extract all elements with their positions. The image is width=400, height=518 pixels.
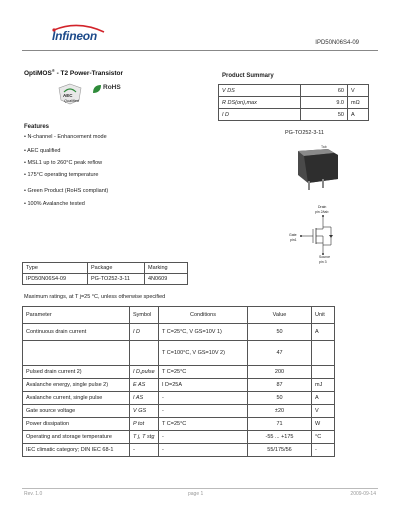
symbol-cell: I AS — [130, 392, 159, 405]
marking-cell: 4N0609 — [145, 274, 188, 285]
conditions-cell: T C=100°C, V GS=10V 2) — [159, 341, 248, 366]
value-cell: ±20 — [248, 405, 312, 418]
conditions-cell: I D=25A — [159, 379, 248, 392]
source-label: Source — [319, 255, 331, 259]
param-cell: IEC climatic category; DIN IEC 68-1 — [23, 444, 130, 457]
value-header: Value — [248, 307, 312, 324]
symbol-cell: V GS — [130, 405, 159, 418]
qualified-label: Qualified — [64, 99, 79, 103]
unit-header: Unit — [312, 307, 335, 324]
conditions-cell: T C=25°C — [159, 418, 248, 431]
logo-text: Infineon — [52, 29, 98, 43]
table-row — [23, 431, 335, 444]
title-reg: ® — [51, 68, 55, 73]
summary-row — [219, 97, 369, 109]
source-pin-label: pin 3 — [319, 260, 327, 264]
type-cell: IPD50N06S4-09 — [23, 274, 88, 285]
footer-date: 2009-09-14 — [350, 491, 376, 497]
feature-item: • AEC qualified — [24, 148, 61, 154]
table-row — [23, 324, 335, 341]
table-row — [23, 405, 335, 418]
footer-page: page 1 — [188, 491, 204, 497]
unit-cell — [312, 366, 335, 379]
symbol-cell: I D,pulse — [130, 366, 159, 379]
summary-row — [219, 109, 369, 121]
symbol-cell: I D — [130, 324, 159, 341]
feature-item: • Green Product (RoHS compliant) — [24, 188, 109, 194]
conditions-header: Conditions — [159, 307, 248, 324]
unit-cell: - — [312, 444, 335, 457]
value-cell: 50 — [248, 324, 312, 341]
product-summary-title: Product Summary — [222, 73, 274, 79]
symbol-cell: - — [130, 444, 159, 457]
param-cell: Avalanche energy, single pulse 2) — [23, 379, 130, 392]
value-cell: 200 — [248, 366, 312, 379]
drain-pin-label: pin 2/tab — [315, 210, 329, 214]
conditions-cell: - — [159, 431, 248, 444]
unit-cell: °C — [312, 431, 335, 444]
value-cell: 47 — [248, 341, 312, 366]
table-row — [23, 444, 335, 457]
to252-package-icon — [288, 145, 343, 193]
param-cell: Power dissipation — [23, 418, 130, 431]
mosfet-schematic — [285, 205, 365, 267]
table-row — [23, 379, 335, 392]
package-image — [288, 145, 343, 193]
features-title: Features — [24, 124, 50, 130]
conditions-cell: - — [159, 405, 248, 418]
value-cell: 71 — [248, 418, 312, 431]
unit-cell: A — [312, 324, 335, 341]
package-cell: PG-TO252-3-11 — [88, 274, 145, 285]
table-row — [23, 366, 335, 379]
summary-row — [219, 85, 369, 97]
conditions-cell: - — [159, 444, 248, 457]
param-cell: Avalanche current, single pulse — [23, 392, 130, 405]
param-cell: Operating and storage temperature — [23, 431, 130, 444]
tab-label: Tab — [321, 145, 327, 149]
value-cell: -55 ... +175 — [248, 431, 312, 444]
summary-value: 9.0 — [301, 97, 348, 109]
feature-item: • N-channel - Enhancement mode — [24, 134, 107, 140]
conditions-cell: T C=25°C — [159, 366, 248, 379]
drain-label: Drain — [318, 205, 327, 209]
symbol-cell — [130, 341, 159, 366]
param-cell: Gate source voltage — [23, 405, 130, 418]
summary-unit: mΩ — [348, 97, 369, 109]
max-ratings-table — [22, 306, 335, 457]
mosfet-symbol-icon — [285, 205, 365, 267]
rohs-label: RoHS — [103, 84, 121, 91]
type-header: Type — [23, 263, 88, 274]
feature-item: • MSL1 up to 260°C peak reflow — [24, 160, 103, 166]
summary-symbol: I D — [219, 109, 301, 121]
param-header: Parameter — [23, 307, 130, 324]
leaf-icon — [91, 83, 103, 95]
max-ratings-title: Maximum ratings, at T j=25 °C, unless otherwise specified — [24, 294, 166, 300]
gate-pin-label: pin1 — [290, 238, 297, 242]
package-header: Package — [88, 263, 145, 274]
product-summary-table — [218, 84, 369, 121]
symbol-cell: T j, T stg — [130, 431, 159, 444]
type-table — [22, 262, 188, 285]
unit-cell — [312, 341, 335, 366]
param-cell: Continuous drain current — [23, 324, 130, 341]
footer-rule — [22, 488, 378, 489]
summary-symbol: R DS(on),max — [219, 97, 301, 109]
summary-value: 60 — [301, 85, 348, 97]
summary-unit: A — [348, 109, 369, 121]
table-row — [23, 341, 335, 366]
page-title — [24, 68, 123, 77]
table-row — [23, 392, 335, 405]
unit-cell: W — [312, 418, 335, 431]
value-cell: 55/175/56 — [248, 444, 312, 457]
title-brand: OptiMOS — [24, 70, 52, 78]
feature-item: • 175°C operating temperature — [24, 172, 99, 178]
type-table-row — [23, 274, 188, 285]
value-cell: 87 — [248, 379, 312, 392]
value-cell: 50 — [248, 392, 312, 405]
table-row — [23, 418, 335, 431]
conditions-cell: - — [159, 392, 248, 405]
infineon-logo — [48, 28, 110, 44]
summary-value: 50 — [301, 109, 348, 121]
param-cell — [23, 341, 130, 366]
package-label: PG-TO252-3-11 — [285, 130, 324, 136]
aec-label: AEC — [63, 93, 73, 98]
marking-header: Marking — [145, 263, 188, 274]
unit-cell: V — [312, 405, 335, 418]
symbol-cell: E AS — [130, 379, 159, 392]
symbol-cell: P tot — [130, 418, 159, 431]
summary-symbol: V DS — [219, 85, 301, 97]
certification-badges — [55, 82, 145, 106]
header-rule — [22, 50, 378, 51]
gate-label: Gate — [289, 233, 297, 237]
summary-unit: V — [348, 85, 369, 97]
feature-item: • 100% Avalanche tested — [24, 201, 85, 207]
symbol-header: Symbol — [130, 307, 159, 324]
unit-cell: mJ — [312, 379, 335, 392]
title-rest: - T2 Power-Transistor — [54, 70, 124, 78]
type-table-header — [23, 263, 188, 274]
part-number: IPD50N06S4-09 — [315, 40, 359, 46]
max-table-header — [23, 307, 335, 324]
conditions-cell: T C=25°C, V GS=10V 1) — [159, 324, 248, 341]
param-cell: Pulsed drain current 2) — [23, 366, 130, 379]
footer-revision: Rev. 1.0 — [24, 491, 43, 497]
unit-cell: A — [312, 392, 335, 405]
